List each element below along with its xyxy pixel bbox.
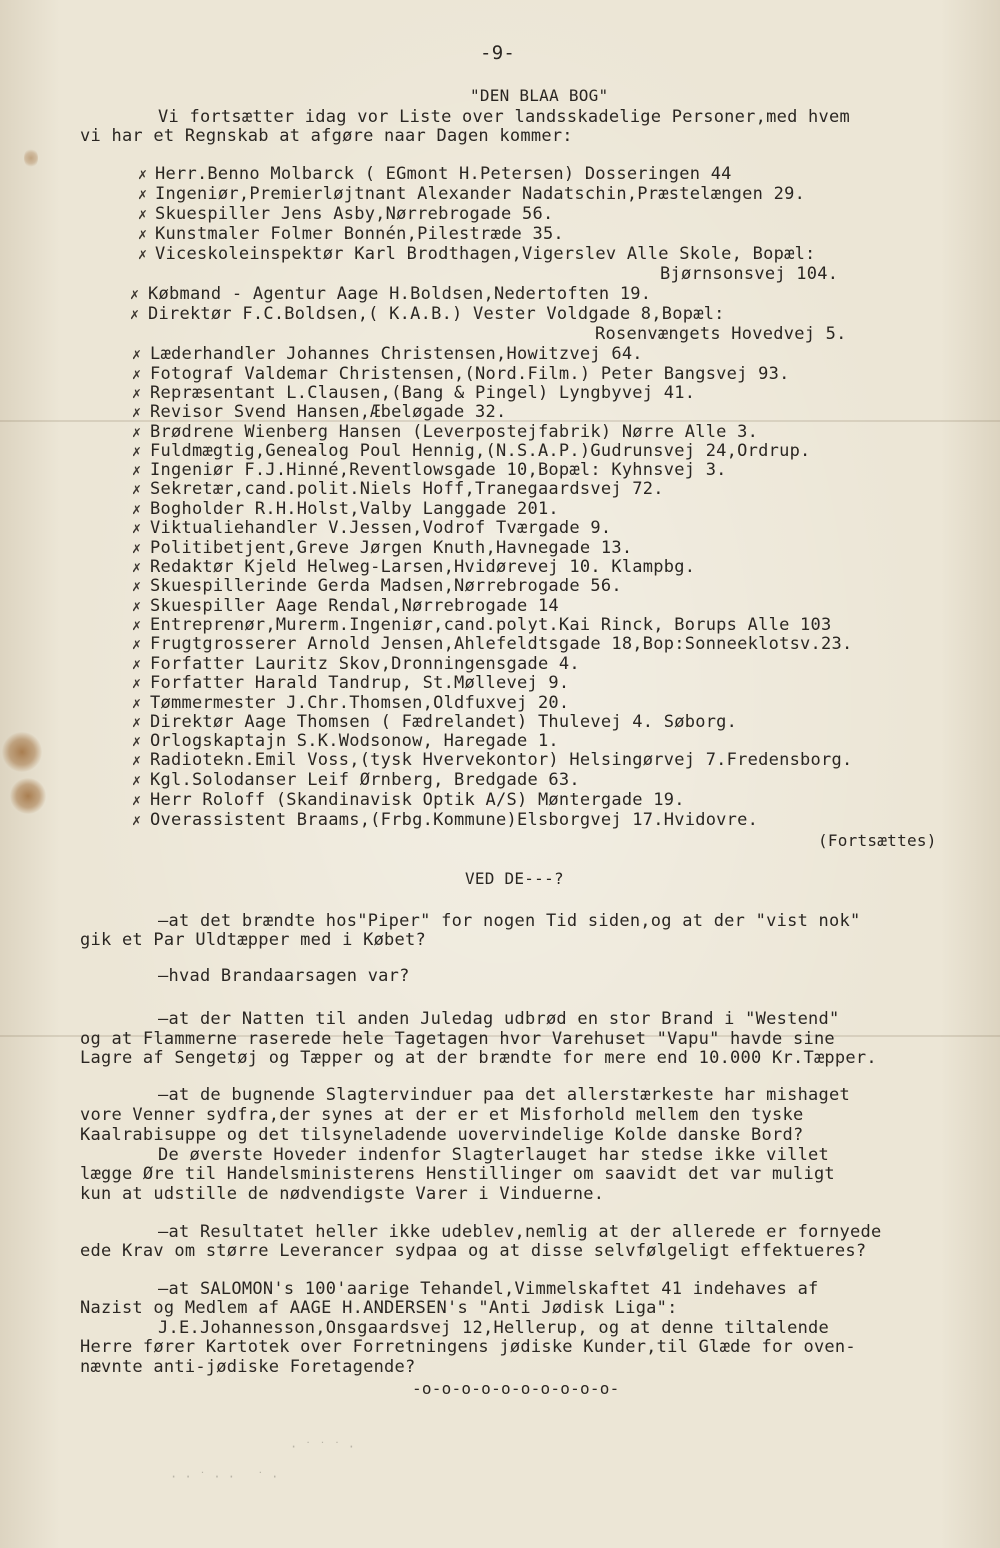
paragraph-line: gik et Par Uldtæpper med i Købet? <box>80 930 427 950</box>
paragraph-line: Lagre af Sengetøj og Tæpper og at der brændte for mere end 10.000 Kr.Tæpper. <box>80 1048 877 1068</box>
paragraph-line: —at SALOMON's 100'aarige Tehandel,Vimmelskaftet 41 indehaves af <box>158 1279 819 1299</box>
list-item: Repræsentant L.Clausen,(Bang & Pingel) Lyngbyvej 41. <box>150 383 696 403</box>
check-mark-icon: ✗ <box>132 403 142 421</box>
paragraph-line: —at det brændte hos"Piper" for nogen Tid siden,og at der "vist nok" <box>158 911 861 931</box>
paragraph-line: —at Resultatet heller ikke udeblev,nemlig at der allerede er fornyede <box>158 1222 882 1242</box>
check-mark-icon: ✗ <box>132 694 142 712</box>
list-item: Herr Roloff (Skandinavisk Optik A/S) Møntergade 19. <box>150 790 685 810</box>
list-item: Bogholder R.H.Holst,Valby Langgade 201. <box>150 499 559 519</box>
check-mark-icon: ✗ <box>138 165 148 183</box>
bleed-through-text: · · ˙ · · ˙ · <box>170 1470 279 1484</box>
list-item-continuation: Rosenvængets Hovedvej 5. <box>595 324 847 344</box>
paragraph-line: Kaalrabisuppe og det tilsyneladende uovervindelige Kolde danske Bord? <box>80 1125 804 1145</box>
list-item: Skuespiller Jens Asby,Nørrebrogade 56. <box>155 204 554 224</box>
list-item: Ingeniør,Premierløjtnant Alexander Nadatschin,Præstelængen 29. <box>155 184 806 204</box>
check-mark-icon: ✗ <box>132 811 142 829</box>
paragraph-line: lægge Øre til Handelsministerens Henstillinger om saavidt det var muligt <box>80 1164 835 1184</box>
list-item: Radiotekn.Emil Voss,(tysk Hvervekontor) Helsingørvej 7.Fredensborg. <box>150 750 853 770</box>
check-mark-icon: ✗ <box>132 791 142 809</box>
list-item: Læderhandler Johannes Christensen,Howitzvej 64. <box>150 344 643 364</box>
list-item: Viktualiehandler V.Jessen,Vodrof Tværgade 9. <box>150 518 612 538</box>
list-item: Brødrene Wienberg Hansen (Leverpostejfabrik) Nørre Alle 3. <box>150 422 759 442</box>
list-item: Viceskoleinspektør Karl Brodthagen,Vigerslev Alle Skole, Bopæl: <box>155 244 816 264</box>
list-item: Orlogskaptajn S.K.Wodsonow, Haregade 1. <box>150 731 559 751</box>
intro-line: Vi fortsætter idag vor Liste over landsskadelige Personer,med hvem <box>158 107 851 127</box>
list-item: Entreprenør,Murerm.Ingeniør,cand.polyt.Kai Rinck, Borups Alle 103 <box>150 615 832 635</box>
check-mark-icon: ✗ <box>132 577 142 595</box>
check-mark-icon: ✗ <box>132 655 142 673</box>
check-mark-icon: ✗ <box>132 500 142 518</box>
paragraph-line: ede Krav om større Leverancer sydpaa og at disse selvfølgeligt effektueres? <box>80 1241 867 1261</box>
paragraph-line: Nazist og Medlem af AAGE H.ANDERSEN's "Anti Jødisk Liga": <box>80 1298 678 1318</box>
list-item: Tømmermester J.Chr.Thomsen,Oldfuxvej 20. <box>150 693 570 713</box>
check-mark-icon: ✗ <box>130 285 140 303</box>
rust-stain <box>10 778 46 814</box>
list-item: Købmand - Agentur Aage H.Boldsen,Nedertoften 19. <box>148 284 652 304</box>
check-mark-icon: ✗ <box>138 245 148 263</box>
intro-line: vi har et Regnskab at afgøre naar Dagen kommer: <box>80 126 573 146</box>
check-mark-icon: ✗ <box>132 384 142 402</box>
list-heading: "DEN BLAA BOG" <box>470 86 609 105</box>
check-mark-icon: ✗ <box>132 713 142 731</box>
list-item: Kunstmaler Folmer Bonnén,Pilestræde 35. <box>155 224 564 244</box>
list-item-continuation: Bjørnsonsvej 104. <box>660 264 839 284</box>
check-mark-icon: ✗ <box>132 365 142 383</box>
list-item: Skuespiller Aage Rendal,Nørrebrogade 14 <box>150 596 559 616</box>
list-item: Direktør F.C.Boldsen,( K.A.B.) Vester Voldgade 8,Bopæl: <box>148 304 725 324</box>
paragraph-line: —hvad Brandaarsagen var? <box>158 966 410 986</box>
list-item: Fuldmægtig,Genealog Poul Hennig,(N.S.A.P.)Gudrunsvej 24,Ordrup. <box>150 441 811 461</box>
list-item: Ingeniør F.J.Hinné,Reventlowsgade 10,Bopæl: Kyhnsvej 3. <box>150 460 727 480</box>
list-item: Sekretær,cand.polit.Niels Hoff,Tranegaardsvej 72. <box>150 479 664 499</box>
section-heading: VED DE---? <box>465 869 564 888</box>
check-mark-icon: ✗ <box>132 519 142 537</box>
list-item: Frugtgrosserer Arnold Jensen,Ahlefeldtsgade 18,Bop:Sonneeklotsv.23. <box>150 634 853 654</box>
list-item: Kgl.Solodanser Leif Ørnberg, Bredgade 63. <box>150 770 580 790</box>
check-mark-icon: ✗ <box>132 423 142 441</box>
check-mark-icon: ✗ <box>138 225 148 243</box>
section-divider: -o-o-o-o-o-o-o-o-o-o- <box>412 1379 620 1398</box>
list-item: Politibetjent,Greve Jørgen Knuth,Havnegade 13. <box>150 538 633 558</box>
continued-note: (Fortsættes) <box>818 831 937 850</box>
rust-stain <box>24 148 38 168</box>
check-mark-icon: ✗ <box>132 732 142 750</box>
list-item: Herr.Benno Molbarck ( EGmont H.Petersen) Dosseringen 44 <box>155 164 732 184</box>
list-item: Redaktør Kjeld Helweg-Larsen,Hvidørevej 10. Klampbg. <box>150 557 696 577</box>
check-mark-icon: ✗ <box>132 461 142 479</box>
paragraph-line: De øverste Hoveder indenfor Slagterlauget har stedse ikke villet <box>158 1145 830 1165</box>
list-item: Direktør Aage Thomsen ( Fædrelandet) Thulevej 4. Søborg. <box>150 712 738 732</box>
paragraph-line: Herre fører Kartotek over Forretningens jødiske Kunder,til Glæde for oven- <box>80 1337 856 1357</box>
check-mark-icon: ✗ <box>132 345 142 363</box>
list-item: Forfatter Lauritz Skov,Dronningensgade 4. <box>150 654 580 674</box>
list-item: Skuespillerinde Gerda Madsen,Nørrebrogade 56. <box>150 576 622 596</box>
list-item: Forfatter Harald Tandrup, St.Møllevej 9. <box>150 673 570 693</box>
list-item: Fotograf Valdemar Christensen,(Nord.Film.) Peter Bangsvej 93. <box>150 364 790 384</box>
check-mark-icon: ✗ <box>132 674 142 692</box>
check-mark-icon: ✗ <box>132 616 142 634</box>
list-item: Overassistent Braams,(Frbg.Kommune)Elsborgvej 17.Hvidovre. <box>150 810 759 830</box>
paragraph-line: J.E.Johannesson,Onsgaardsvej 12,Hellerup, og at denne tiltalende <box>158 1318 830 1338</box>
check-mark-icon: ✗ <box>132 635 142 653</box>
paragraph-line: nævnte anti-jødiske Foretagende? <box>80 1357 416 1377</box>
check-mark-icon: ✗ <box>132 558 142 576</box>
check-mark-icon: ✗ <box>132 480 142 498</box>
check-mark-icon: ✗ <box>138 185 148 203</box>
check-mark-icon: ✗ <box>138 205 148 223</box>
paragraph-line: —at de bugnende Slagtervinduer paa det allerstærkeste har mishaget <box>158 1085 851 1105</box>
bleed-through-text: · ˙ ˙ ˙ · <box>290 1440 356 1454</box>
page-number: -9- <box>480 42 516 64</box>
check-mark-icon: ✗ <box>132 539 142 557</box>
check-mark-icon: ✗ <box>132 597 142 615</box>
paragraph-line: og at Flammerne raserede hele Tagetagen hvor Varehuset "Vapu" havde sine <box>80 1029 835 1049</box>
paragraph-line: vore Venner sydfra,der synes at der er et Misforhold mellem den tyske <box>80 1105 804 1125</box>
check-mark-icon: ✗ <box>132 751 142 769</box>
rust-stain <box>2 732 42 772</box>
check-mark-icon: ✗ <box>130 305 140 323</box>
paragraph-line: —at der Natten til anden Juledag udbrød en stor Brand i "Westend" <box>158 1009 840 1029</box>
check-mark-icon: ✗ <box>132 771 142 789</box>
paragraph-line: kun at udstille de nødvendigste Varer i Vinduerne. <box>80 1184 605 1204</box>
check-mark-icon: ✗ <box>132 442 142 460</box>
list-item: Revisor Svend Hansen,Æbeløgade 32. <box>150 402 507 422</box>
